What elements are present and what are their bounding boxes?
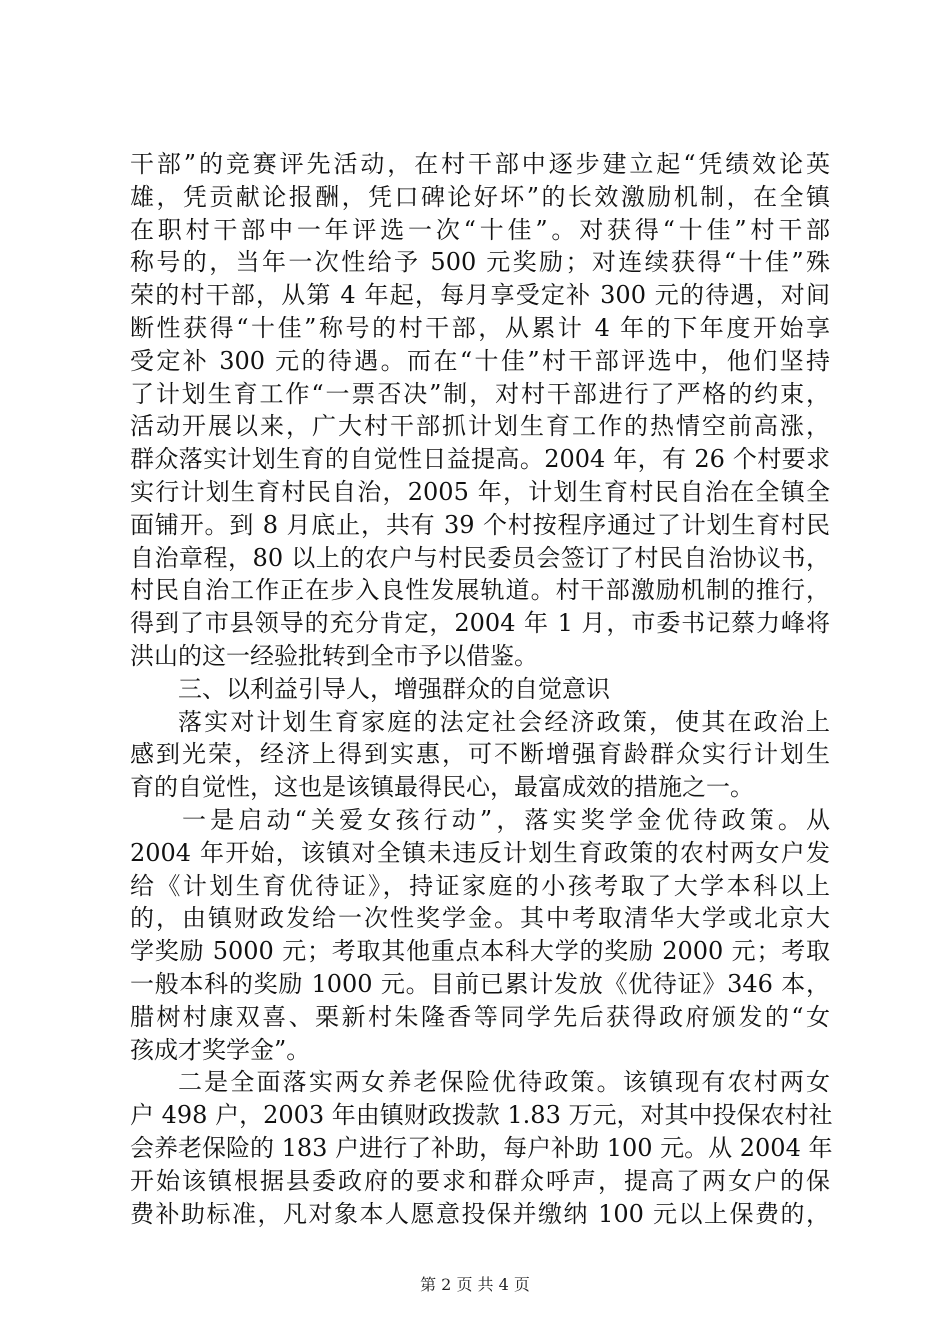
text-line: 村民自治工作正在步入良性发展轨道。村干部激励机制的推行， [130, 576, 830, 605]
document-body [130, 148, 833, 1230]
text-line: 称号的，当年一次性给予 500 元奖励；对连续获得“十佳”殊 [130, 248, 830, 277]
text-line: 得到了市县领导的充分肯定，2004 年 1 月，市委书记蔡力峰将 [130, 609, 830, 638]
text-line: 孩成才奖学金”。 [130, 1035, 311, 1064]
text-line: 腊树村康双喜、栗新村朱隆香等同学先后获得政府颁发的“女 [130, 1002, 830, 1031]
text-line: 实行计划生育村民自治，2005 年，计划生育村民自治在全镇全 [130, 477, 830, 506]
text-line: 开始该镇根据县委政府的要求和群众呼声，提高了两女户的保 [130, 1166, 830, 1195]
text-line: 2004 年开始，该镇对全镇未违反计划生育政策的农村两女户发 [130, 838, 830, 867]
text-line: 的，由镇财政发给一次性奖学金。其中考取清华大学或北京大 [130, 904, 830, 933]
page-number-footer: 第 2 页 共 4 页 [420, 1275, 530, 1294]
text-line: 感到光荣，经济上得到实惠，可不断增强育龄群众实行计划生 [130, 740, 830, 769]
text-line: 断性获得“十佳”称号的村干部，从累计 4 年的下年度开始享 [130, 313, 830, 342]
text-line: 面铺开。到 8 月底止，共有 39 个村按程序通过了计划生育村民 [130, 510, 830, 539]
text-line: 受定补 300 元的待遇。而在“十佳”村干部评选中，他们坚持 [130, 346, 830, 375]
text-line: 三、以利益引导人，增强群众的自觉意识 [178, 674, 610, 703]
text-line: 群众落实计划生育的自觉性日益提高。2004 年，有 26 个村要求 [130, 445, 830, 474]
text-line: 一是启动“关爱女孩行动”，落实奖学金优待政策。从 [182, 805, 830, 834]
text-line: 荣的村干部，从第 4 年起，每月享受定补 300 元的待遇，对间 [130, 281, 830, 310]
text-line: 给《计划生育优待证》，持证家庭的小孩考取了大学本科以上 [130, 871, 830, 900]
text-line: 学奖励 5000 元；考取其他重点本科大学的奖励 2000 元；考取 [130, 937, 830, 966]
text-line: 户 498 户，2003 年由镇财政拨款 1.83 万元，对其中投保农村社 [130, 1101, 833, 1130]
text-line: 雄，凭贡献论报酬，凭口碑论好坏”的长效激励机制，在全镇 [130, 182, 830, 211]
text-line: 会养老保险的 183 户进行了补助，每户补助 100 元。从 2004 年 [130, 1133, 833, 1162]
text-line: 育的自觉性，这也是该镇最得民心，最富成效的措施之一。 [130, 773, 754, 802]
text-line: 落实对计划生育家庭的法定社会经济政策，使其在政治上 [178, 707, 830, 736]
text-line: 干部”的竞赛评先活动，在村干部中逐步建立起“凭绩效论英 [130, 150, 830, 178]
text-line: 费补助标准，凡对象本人愿意投保并缴纳 100 元以上保费的， [130, 1199, 830, 1228]
text-line: 了计划生育工作“一票否决”制，对村干部进行了严格的约束， [130, 379, 830, 408]
text-line: 活动开展以来，广大村干部抓计划生育工作的热情空前高涨， [130, 412, 830, 441]
text-line: 在职村干部中一年评选一次“十佳”。对获得“十佳”村干部 [130, 215, 830, 244]
text-line: 洪山的这一经验批转到全市予以借鉴。 [130, 641, 538, 670]
text-line: 自治章程，80 以上的农户与村民委员会签订了村民自治协议书， [130, 543, 830, 572]
text-line: 二是全面落实两女养老保险优待政策。该镇现有农村两女 [178, 1068, 830, 1097]
text-line: 一般本科的奖励 1000 元。目前已累计发放《优待证》346 本， [130, 969, 830, 998]
